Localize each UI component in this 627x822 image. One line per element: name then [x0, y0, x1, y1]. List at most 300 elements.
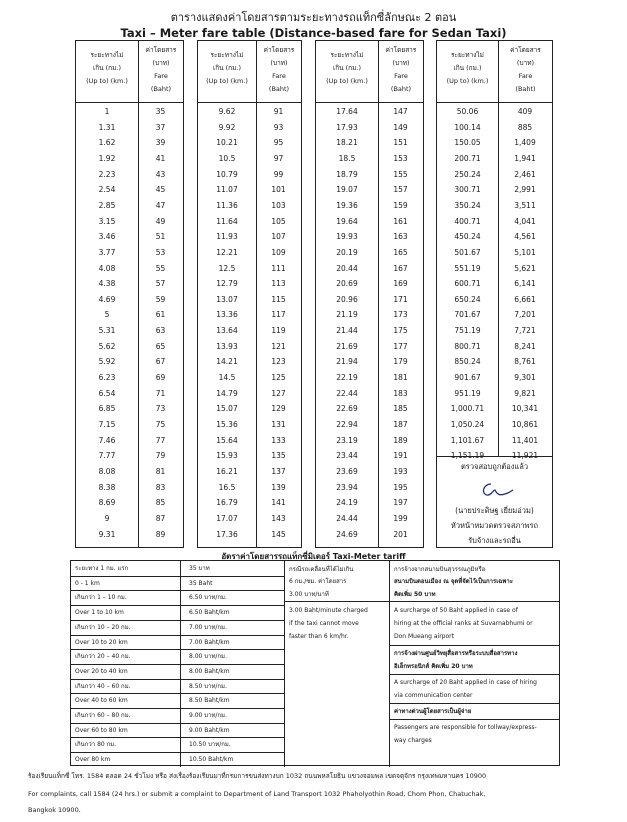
distance-cell: 5	[104, 310, 110, 320]
distance-cell: 9.62	[218, 107, 236, 116]
fare-cell: 123	[271, 357, 286, 367]
distance-cell: 8.69	[98, 498, 116, 508]
fare-cell: 83	[155, 482, 166, 492]
fare-cell: 75	[155, 420, 166, 429]
airport-en-2: hiring at the official ranks at Suvarnabhumi or	[394, 620, 533, 627]
fare-cell: 159	[393, 200, 408, 210]
tariff-rate: 8.50 บาท/กม.	[189, 682, 227, 690]
distance-header	[316, 41, 378, 103]
tariff-rate: 7.00 บาท/กม.	[189, 623, 227, 631]
distance-cell: 15.07	[216, 404, 238, 414]
signature-name: (นายประดิษฐ เยี่ยมอ่วม)	[455, 506, 534, 515]
distance-cell: 13.36	[216, 310, 238, 320]
distance-cell: 2.23	[98, 169, 116, 179]
distance-cell: 1,000.71	[450, 404, 485, 414]
tariff-rate-column	[181, 561, 285, 767]
toll-th: ค่าทางด่วนผู้โดยสารเป็นผู้จ่าย	[394, 708, 472, 715]
tariff-distance: เกินกว่า 80 กม.	[75, 741, 117, 749]
fare-header-line: (Baht)	[150, 85, 172, 93]
fare-cell: 105	[271, 216, 286, 226]
fare-cell: 2,991	[514, 185, 536, 195]
distance-cell: 551.19	[454, 263, 481, 273]
fare-cell: 149	[393, 122, 408, 132]
distance-cell: 23.44	[336, 451, 358, 461]
fare-cell: 93	[273, 122, 284, 132]
fare-cell: 199	[393, 513, 408, 523]
fare-block-2	[197, 40, 302, 548]
distance-header-line: ระยะทางไม่	[330, 51, 364, 59]
fare-cell: 165	[393, 247, 408, 257]
fare-table	[75, 40, 553, 548]
call-en-1: A surcharge of 20 Baht applied in case of hiring	[394, 679, 537, 686]
distance-cell: 8.38	[98, 482, 116, 492]
distance-cell: 11.07	[216, 185, 238, 195]
tariff-distance: Over 40 to 60 km	[75, 697, 128, 705]
distance-cell: 21.19	[336, 310, 358, 320]
fare-cell: 71	[155, 388, 166, 398]
tariff-distance: เกินกว่า 40 – 60 กม.	[75, 682, 131, 690]
distance-cell: 22.19	[336, 373, 358, 383]
fare-cell: 147	[393, 107, 408, 116]
distance-cell: 450.24	[454, 232, 481, 242]
fare-header	[378, 41, 423, 103]
fare-header	[138, 41, 183, 103]
signature-position-2: รับจ้างและรถอื่น	[468, 536, 521, 545]
fare-cell: 5,101	[514, 247, 536, 257]
fare-cell: 191	[393, 451, 408, 461]
tariff-distance: Over 80 km	[75, 756, 111, 764]
fare-cell: 885	[517, 122, 533, 132]
tariff-rate: 9.00 Baht/km	[189, 726, 230, 734]
fare-cell: 57	[155, 279, 166, 289]
distance-cell: 15.93	[216, 451, 238, 461]
waiting-en-3: faster than 6 km/hr.	[289, 633, 349, 640]
tariff-distance: 0 - 1 km	[75, 579, 100, 587]
distance-cell: 5.92	[98, 357, 116, 367]
toll-en-2: way charges	[394, 737, 432, 744]
distance-cell: 19.36	[336, 200, 358, 210]
fare-cell: 133	[271, 435, 286, 445]
distance-header	[76, 41, 138, 103]
fare-cell: 99	[273, 169, 284, 179]
distance-cell: 901.67	[454, 373, 481, 383]
distance-header	[437, 41, 498, 103]
fare-cell: 85	[155, 498, 166, 508]
fare-cell: 193	[393, 466, 408, 476]
distance-cell: 300.71	[454, 185, 481, 195]
fare-cell: 167	[393, 263, 408, 273]
fare-cell: 3,511	[514, 200, 536, 210]
tariff-waiting-column	[285, 561, 390, 767]
distance-cell: 650.24	[454, 294, 481, 304]
fare-cell: 69	[155, 373, 166, 383]
distance-cell: 1.31	[98, 122, 116, 132]
distance-cell: 21.69	[336, 341, 358, 351]
fare-cell: 81	[155, 466, 166, 476]
distance-cell: 13.64	[216, 326, 238, 336]
distance-cell: 4.08	[98, 263, 116, 273]
fare-cell: 65	[155, 341, 166, 351]
call-th-2: อิเล็กทรอนิกส์ คิดเพิ่ม 20 บาท	[394, 663, 473, 670]
fare-cell: 161	[393, 216, 408, 226]
distance-header-line: (Up to) (km.)	[326, 77, 368, 85]
fare-cell: 49	[155, 216, 166, 226]
distance-cell: 24.44	[336, 513, 358, 523]
tariff-rate: 8.00 Baht/km	[189, 667, 230, 675]
fare-cell: 139	[271, 482, 286, 492]
fare-cell: 35	[155, 107, 166, 116]
fare-header-line: (บาท)	[516, 59, 535, 67]
distance-cell: 20.96	[336, 294, 358, 304]
fare-cell: 171	[393, 294, 408, 304]
distance-cell: 21.94	[336, 357, 358, 367]
tariff-rate: 7.00 Baht/km	[189, 638, 230, 646]
fare-cell: 109	[271, 247, 286, 257]
distance-cell: 16.5	[218, 482, 236, 492]
fare-cell: 1,941	[514, 153, 536, 163]
fare-cell: 145	[271, 529, 286, 539]
fare-cell: 155	[393, 169, 408, 179]
call-en-2: via communication center	[394, 692, 473, 699]
waiting-th-3: 3.00 บาท/นาที	[289, 591, 329, 598]
distance-cell: 24.19	[336, 498, 358, 508]
fare-cell: 53	[155, 247, 166, 257]
distance-cell: 50.06	[456, 107, 479, 116]
distance-cell: 501.67	[454, 247, 481, 257]
fare-block-header	[437, 41, 552, 103]
distance-cell: 200.71	[454, 153, 481, 163]
airport-en-1: A surcharge of 50 Baht applied in case of	[394, 607, 518, 614]
distance-cell: 951.19	[454, 388, 481, 398]
fare-cell: 187	[393, 420, 408, 429]
distance-cell: 22.44	[336, 388, 358, 398]
distance-cell: 3.77	[98, 247, 116, 257]
fare-cell: 131	[271, 420, 286, 429]
distance-cell: 18.5	[338, 153, 356, 163]
distance-cell: 8.08	[98, 466, 116, 476]
distance-cell: 14.5	[218, 373, 236, 383]
fare-cell: 127	[271, 388, 286, 398]
tariff-distance: Over 10 to 20 km	[75, 638, 128, 646]
fare-cell: 107	[271, 232, 286, 242]
fare-header-line: ค่าโดยสาร	[510, 46, 541, 54]
distance-cell: 800.71	[454, 341, 481, 351]
fare-header-line: (บาท)	[392, 59, 410, 67]
distance-cell: 24.69	[336, 529, 358, 539]
fare-cell: 135	[271, 451, 286, 461]
fare-cell: 181	[393, 373, 408, 383]
distance-cell: 17.64	[336, 107, 358, 116]
fare-cell: 6,141	[514, 279, 536, 289]
tariff-table	[70, 560, 560, 766]
fare-block-3	[315, 40, 424, 548]
distance-cell: 20.44	[336, 263, 358, 273]
fare-header	[256, 41, 301, 103]
distance-cell: 3.15	[98, 216, 116, 226]
footer-thai: ร้องเรียนแท็กซี่ โทร. 1584 ตลอด 24 ชั่วโมง หรือ ส่งเรื่องร้องเรียนมาที่กรมการขนส่งทางบก 1032 ถนนพหลโยธิน แขวงจอมพล เขตจตุจักร กรุงเทพมหานคร 10900	[28, 772, 487, 780]
tariff-rate: 8.00 บาท/กม.	[189, 653, 227, 661]
distance-cell: 17.93	[336, 122, 358, 132]
distance-cell: 850.24	[454, 357, 481, 367]
fare-cell: 197	[393, 498, 408, 508]
distance-cell: 22.94	[336, 420, 358, 429]
distance-cell: 751.19	[454, 326, 481, 336]
distance-cell: 4.69	[98, 294, 116, 304]
distance-cell: 1.62	[98, 138, 116, 148]
call-th-1: การจ้างผ่านศูนย์วิทยุสื่อสารหรือระบบสื่อสารทาง	[394, 650, 518, 657]
airport-th-3: คิดเพิ่ม 50 บาท	[394, 591, 436, 598]
tariff-distance: เกินกว่า 20 – 40 กม.	[75, 653, 131, 661]
fare-cell: 143	[271, 513, 286, 523]
fare-cell: 195	[393, 482, 408, 492]
fare-cell: 121	[271, 341, 286, 351]
fare-cell: 117	[271, 310, 286, 320]
fare-header-line: (Baht)	[268, 85, 290, 93]
distance-cell: 10.21	[216, 138, 238, 148]
distance-cell: 600.71	[454, 279, 481, 289]
distance-header-line: เกิน (กม.)	[92, 64, 122, 72]
tariff-distance-column	[71, 561, 181, 767]
distance-cell: 19.64	[336, 216, 358, 226]
waiting-en-1: 3.00 Baht/minute charged	[289, 607, 368, 614]
waiting-th-2: 6 กม./ชม. ค่าโดยสาร	[289, 578, 347, 585]
title-thai: ตารางแสดงค่าโดยสารตามระยะทางรถแท็กซี่ลักษณะ 2 ตอน	[170, 11, 457, 24]
distance-cell: 10.5	[218, 153, 236, 163]
fare-header-line: Fare	[154, 72, 168, 80]
distance-header-line: (Up to) (km.)	[206, 77, 248, 85]
fare-cell: 89	[155, 529, 166, 539]
distance-cell: 1.92	[98, 153, 116, 163]
toll-en-1: Passengers are responsible for tollway/express-	[394, 724, 537, 731]
distance-cell: 14.79	[216, 388, 238, 398]
tariff-surcharge-column	[390, 561, 561, 767]
distance-cell: 17.07	[216, 513, 238, 523]
distance-cell: 13.07	[216, 294, 238, 304]
distance-cell: 400.71	[454, 216, 481, 226]
distance-cell: 9	[104, 513, 110, 523]
distance-header-line: เกิน (กม.)	[332, 64, 362, 72]
fare-header-line: (Baht)	[390, 85, 412, 93]
fare-cell: 11,401	[511, 435, 539, 445]
fare-header-line: ค่าโดยสาร	[263, 46, 295, 54]
fare-header-line: (Baht)	[515, 85, 536, 93]
tariff-rate: 9.00 บาท/กม.	[189, 712, 227, 719]
distance-cell: 17.36	[216, 529, 238, 539]
fare-cell: 115	[271, 294, 286, 304]
fare-cell: 8,761	[514, 357, 536, 367]
distance-cell: 350.24	[454, 200, 481, 210]
fare-cell: 4,041	[514, 216, 536, 226]
fare-cell: 101	[271, 185, 286, 195]
tariff-distance: Over 20 to 40 km	[75, 667, 128, 675]
tariff-distance: Over 1 to 10 km	[75, 609, 124, 617]
distance-cell: 19.93	[336, 232, 358, 242]
distance-cell: 150.05	[454, 138, 481, 148]
distance-cell: 14.21	[216, 357, 238, 367]
distance-cell: 6.54	[98, 388, 116, 398]
fare-cell: 45	[155, 185, 166, 195]
fare-block-header	[198, 41, 301, 103]
distance-cell: 7.46	[98, 435, 116, 445]
distance-cell: 20.69	[336, 279, 358, 289]
fare-cell: 4,561	[514, 232, 536, 242]
fare-cell: 63	[155, 326, 166, 336]
distance-cell: 11.93	[216, 232, 238, 242]
distance-cell: 4.38	[98, 279, 116, 289]
distance-cell: 7.77	[98, 451, 116, 461]
distance-cell: 10.79	[216, 169, 238, 179]
distance-cell: 19.07	[336, 185, 358, 195]
distance-cell: 5.62	[98, 341, 116, 351]
distance-cell: 12.21	[216, 247, 238, 257]
distance-cell: 20.19	[336, 247, 358, 257]
fare-cell: 87	[155, 513, 166, 523]
distance-cell: 250.24	[454, 169, 481, 179]
fare-header	[498, 41, 552, 103]
tariff-distance: เกินกว่า 60 – 80 กม.	[75, 712, 131, 719]
fare-block-4	[436, 40, 553, 548]
fare-cell: 129	[271, 404, 286, 414]
fare-cell: 10,341	[511, 404, 539, 414]
distance-cell: 3.46	[98, 232, 116, 242]
fare-cell: 119	[271, 326, 286, 336]
fare-cell: 1,409	[514, 138, 536, 148]
distance-cell: 2.54	[98, 185, 116, 195]
distance-cell: 1,050.24	[450, 420, 485, 429]
distance-cell: 12.79	[216, 279, 238, 289]
fare-cell: 37	[155, 122, 166, 132]
waiting-th-1: กรณีรถเคลื่อนที่ได้ไม่เกิน	[289, 566, 354, 573]
fare-cell: 6,661	[514, 294, 536, 304]
fare-header-line: Fare	[518, 72, 533, 80]
tariff-rate: 6.50 Baht/km	[189, 609, 230, 617]
fare-cell: 177	[393, 341, 408, 351]
fare-cell: 151	[393, 138, 408, 148]
fare-cell: 7,721	[514, 326, 536, 336]
airport-th-1: การจ้างจากสนามบินสุวรรณภูมิหรือ	[394, 566, 486, 573]
distance-header-line: เกิน (กม.)	[212, 64, 242, 72]
distance-cell: 23.69	[336, 466, 358, 476]
fare-cell: 47	[155, 200, 166, 210]
fare-cell: 103	[271, 200, 286, 210]
fare-cell: 185	[393, 404, 408, 414]
distance-cell: 1,101.67	[450, 435, 485, 445]
distance-header-line: ระยะทางไม่	[90, 51, 124, 59]
airport-en-3: Don Mueang airport	[394, 633, 454, 640]
fare-cell: 10,861	[511, 420, 539, 429]
fare-cell: 409	[517, 107, 533, 116]
distance-header-line: (Up to) (km.)	[86, 77, 128, 85]
fare-cell: 67	[155, 357, 166, 367]
fare-cell: 111	[271, 263, 286, 273]
distance-cell: 2.85	[98, 200, 116, 210]
distance-cell: 701.67	[454, 310, 481, 320]
fare-cell: 113	[271, 279, 286, 289]
signature-position-1: หัวหน้าหมวดตรวจสภาพรถ	[450, 521, 539, 530]
fare-cell: 201	[393, 529, 408, 539]
fare-cell: 163	[393, 232, 408, 242]
distance-header	[198, 41, 256, 103]
tariff-rate: 6.50 บาท/กม.	[189, 594, 227, 602]
distance-cell: 1	[104, 107, 110, 116]
fare-cell: 175	[393, 326, 408, 336]
title-english: Taxi – Meter fare table (Distance-based fare for Sedan Taxi)	[120, 26, 507, 40]
fare-cell: 8,241	[514, 341, 536, 351]
tariff-title: อัตราค่าโดยสารรถแท็กซี่มิเตอร์ Taxi-Meter tariff	[221, 552, 406, 561]
distance-cell: 18.79	[336, 169, 358, 179]
distance-cell: 12.5	[218, 263, 236, 273]
fare-header-line: Fare	[272, 72, 286, 80]
distance-cell: 11.36	[216, 200, 238, 210]
distance-cell: 1,151.19	[450, 451, 485, 461]
fare-cell: 43	[155, 169, 166, 179]
distance-header-line: เกิน (กม.)	[453, 64, 482, 72]
distance-cell: 16.21	[216, 466, 238, 476]
fare-cell: 51	[155, 232, 166, 242]
distance-cell: 9.31	[98, 529, 116, 539]
signature-verified: ตรวจสอบถูกต้องแล้ว	[460, 462, 529, 471]
fare-header-line: Fare	[394, 72, 408, 80]
fare-block-header	[316, 41, 423, 103]
fare-header-line: ค่าโดยสาร	[385, 46, 417, 54]
tariff-rate: 10.50 Baht/km	[189, 756, 234, 764]
distance-cell: 5.31	[98, 326, 116, 336]
fare-block-header	[76, 41, 183, 103]
distance-header-line: (Up to) (km.)	[446, 77, 489, 85]
fare-cell: 79	[155, 451, 166, 461]
fare-cell: 125	[271, 373, 286, 383]
distance-header-line: ระยะทางไม่	[451, 51, 484, 59]
fare-cell: 73	[155, 404, 166, 414]
fare-cell: 183	[393, 388, 408, 398]
tariff-rate: 35 บาท	[189, 565, 210, 572]
distance-cell: 15.64	[216, 435, 238, 445]
fare-block-1	[75, 40, 184, 548]
fare-cell: 59	[155, 294, 166, 304]
fare-cell: 41	[155, 153, 166, 163]
fare-header-line: (บาท)	[152, 59, 170, 67]
fare-cell: 77	[155, 435, 166, 445]
tariff-distance: เกินกว่า 10 – 20 กม.	[75, 623, 131, 631]
waiting-en-2: if the taxi cannot move	[289, 620, 359, 627]
fare-header-line: (บาท)	[270, 59, 288, 67]
tariff-rate: 10.50 บาท/กม.	[189, 741, 231, 749]
distance-cell: 13.93	[216, 341, 238, 351]
fare-cell: 95	[273, 138, 284, 148]
fare-cell: 153	[393, 153, 408, 163]
fare-cell: 55	[155, 263, 166, 273]
tariff-distance: Over 60 to 80 km	[75, 726, 128, 734]
fare-cell: 141	[271, 498, 286, 508]
distance-cell: 15.36	[216, 420, 238, 429]
distance-cell: 18.21	[336, 138, 358, 148]
footer-english-1: For complaints, call 1584 (24 hrs.) or submit a complaint to Department of Land Transport 1032 Phaholyothin Road, Chom Phon, Chatuchak,	[28, 790, 486, 798]
distance-cell: 11.64	[216, 216, 238, 226]
distance-cell: 100.14	[454, 122, 481, 132]
fare-cell: 157	[393, 185, 408, 195]
tariff-distance: เกินกว่า 1 – 10 กม.	[75, 594, 127, 602]
signature-mark	[477, 478, 517, 500]
distance-header-line: ระยะทางไม่	[210, 51, 244, 59]
fare-cell: 9,821	[514, 388, 536, 398]
fare-cell: 7,201	[514, 310, 536, 320]
distance-cell: 23.94	[336, 482, 358, 492]
distance-cell: 9.92	[218, 122, 236, 132]
footer-english-2: Bangkok 10900.	[28, 806, 81, 814]
tariff-distance: ระยะทาง 1 กม. แรก	[75, 565, 129, 572]
fare-cell: 189	[393, 435, 408, 445]
fare-header-line: ค่าโดยสาร	[145, 46, 177, 54]
